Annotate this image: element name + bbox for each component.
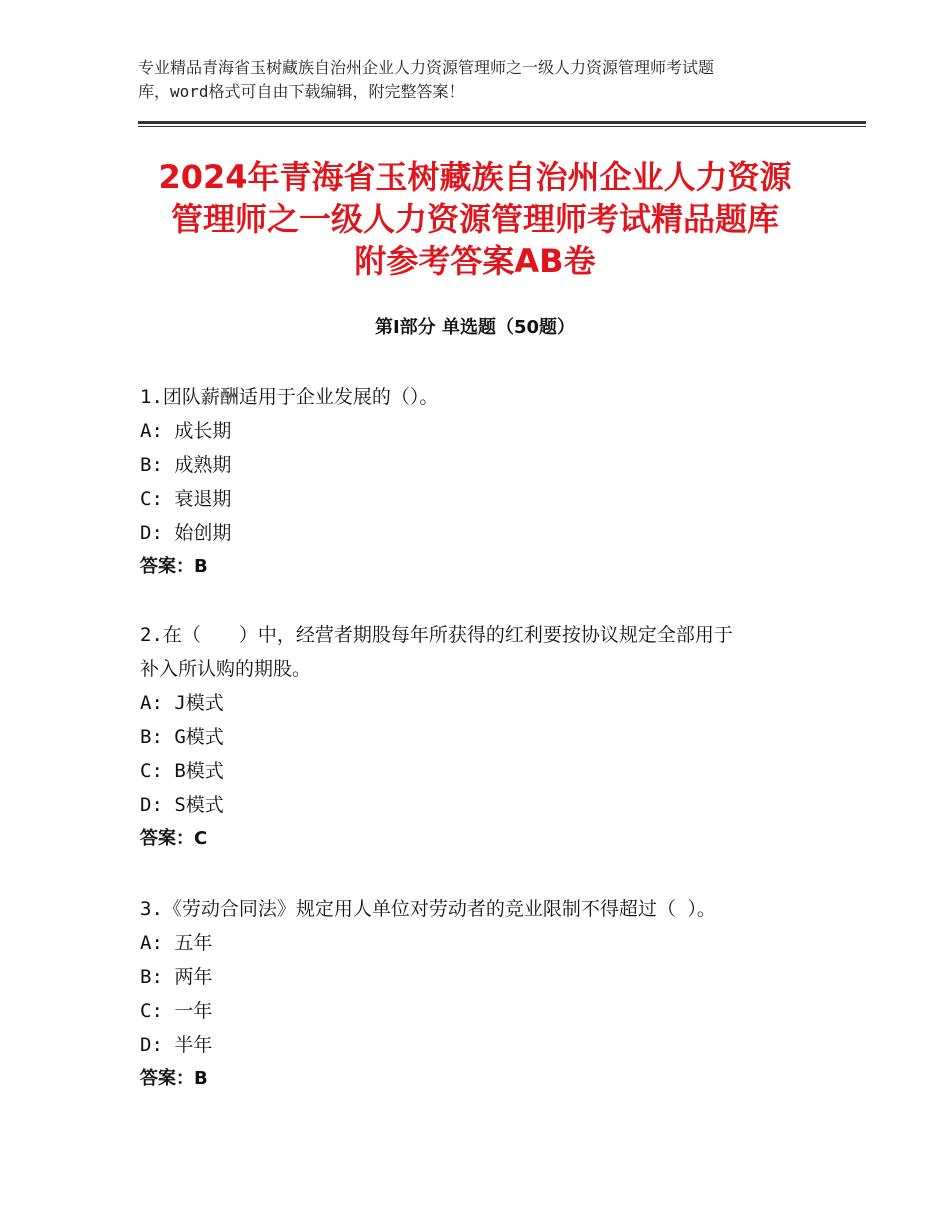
option-d: D: 始创期 xyxy=(140,522,232,544)
question-stem: 3.《劳动合同法》规定用人单位对劳动者的竞业限制不得超过（ ）。 xyxy=(140,898,716,920)
option-d: D: S模式 xyxy=(140,794,224,816)
document-title-line-1: 2024年青海省玉树藏族自治州企业人力资源 xyxy=(158,158,792,196)
option-a: A: 五年 xyxy=(140,932,213,954)
answer-label: 答案：B xyxy=(140,1068,208,1089)
header-note-line-2: 库，word格式可自由下载编辑，附完整答案！ xyxy=(138,82,465,101)
document-title-line-3: 附参考答案AB卷 xyxy=(354,242,596,280)
question-stem: 2.在（ ）中，经营者期股每年所获得的红利要按协议规定全部用于 xyxy=(140,624,733,646)
option-c: C: 一年 xyxy=(140,1000,213,1022)
option-a: A: J模式 xyxy=(140,692,224,714)
option-b: B: G模式 xyxy=(140,726,224,748)
option-c: C: B模式 xyxy=(140,760,224,782)
header-note-line-1: 专业精品青海省玉树藏族自治州企业人力资源管理师之一级人力资源管理师考试题 xyxy=(138,58,715,77)
section-title: 第Ⅰ部分 单选题（50题） xyxy=(374,317,575,338)
option-d: D: 半年 xyxy=(140,1034,213,1056)
option-c: C: 衰退期 xyxy=(140,488,232,510)
question-stem: 1.团队薪酬适用于企业发展的（）。 xyxy=(140,386,439,408)
answer-label: 答案：B xyxy=(140,556,208,577)
question-3 xyxy=(140,892,820,1096)
option-b: B: 成熟期 xyxy=(140,454,232,476)
option-a: A: 成长期 xyxy=(140,420,232,442)
option-b: B: 两年 xyxy=(140,966,213,988)
question-1 xyxy=(140,380,820,584)
header-divider-thick xyxy=(138,121,866,124)
document-title-line-2: 管理师之一级人力资源管理师考试精品题库 xyxy=(170,200,779,238)
answer-label: 答案：C xyxy=(140,828,208,849)
question-2 xyxy=(140,618,820,856)
question-stem-continued: 补入所认购的期股。 xyxy=(140,658,312,680)
header-note xyxy=(138,56,828,104)
document-title xyxy=(0,156,950,282)
header-divider-thin xyxy=(138,126,866,127)
